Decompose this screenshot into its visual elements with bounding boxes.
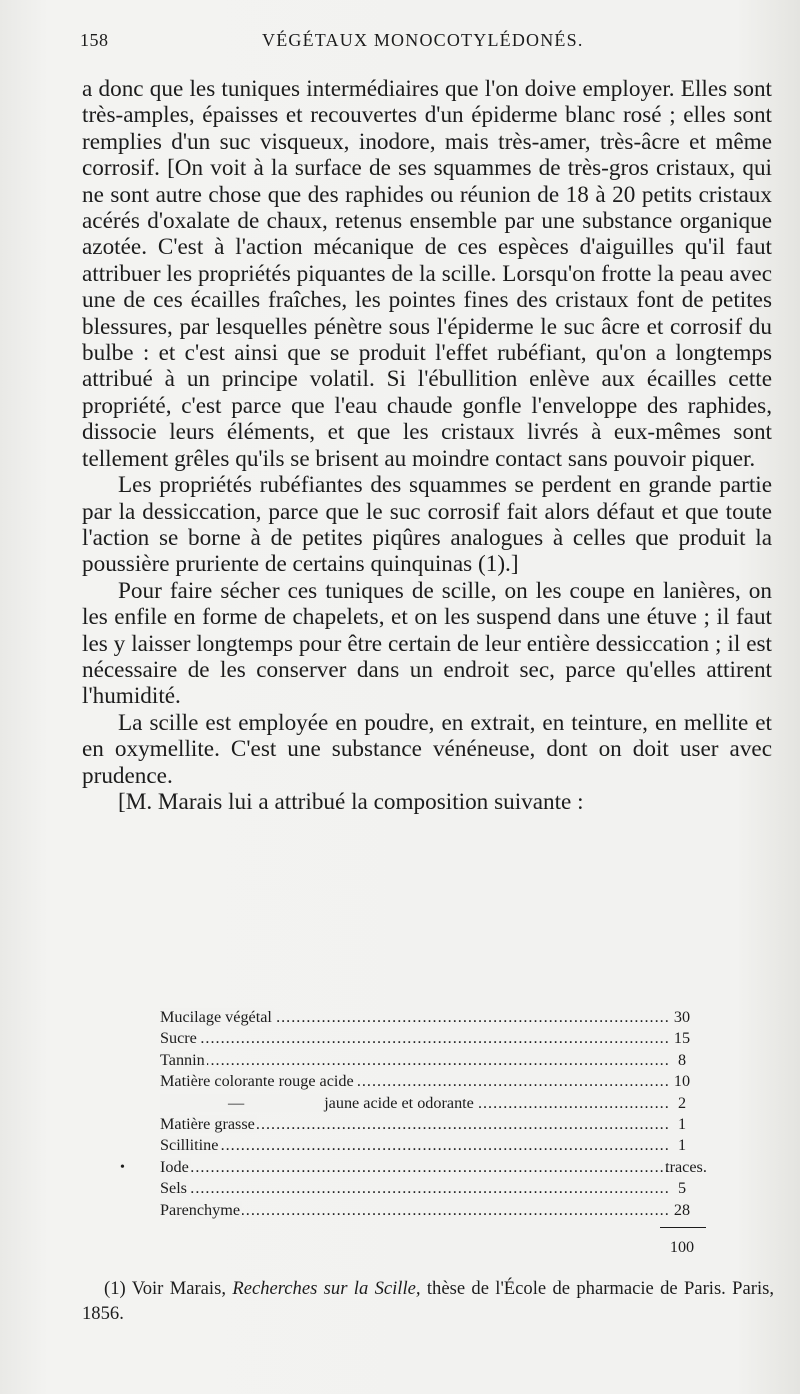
body-text bbox=[82, 76, 772, 815]
composition-row bbox=[160, 1178, 712, 1199]
composition-total-row bbox=[160, 1237, 712, 1258]
bullet-mark: • bbox=[120, 1159, 125, 1175]
total-rule-line bbox=[660, 1227, 706, 1228]
paragraph-5: [M. Marais lui a attribué la composition suivante : bbox=[118, 788, 584, 815]
composition-label: Scillitine bbox=[160, 1136, 219, 1155]
composition-label: jaune acide et odorante bbox=[246, 1094, 476, 1112]
composition-row bbox=[160, 1050, 712, 1071]
composition-value: 1 bbox=[677, 1114, 687, 1133]
composition-row bbox=[120, 1157, 712, 1178]
composition-row bbox=[160, 1007, 712, 1028]
composition-label: Sucre bbox=[160, 1029, 197, 1048]
ditto-dash: — bbox=[160, 1094, 246, 1112]
paragraph-4: La scille est employée en poudre, en extrait, en teinture, en mellite et en oxymellite. C'est une substance vénéneuse, dont on doit user avec prudence. bbox=[82, 709, 772, 789]
page-number: 158 bbox=[80, 30, 109, 50]
paragraph-1: a donc que les tuniques intermédiaires que l'on doive employer. Elles sont très-amples, épaisses et recouvertes d'un épiderme blanc rosé ; elles sont remplies d'un suc visqueux, inodore, mais très-amer, très-âcre et même corrosif. [On voit à la surface de ses squammes de très-gros cristaux, qui ne sont autre chose que des raphides ou réunion de 18 à 20 petits cristaux acérés d'oxalate de chaux, retenus ensemble par une substance organique azotée. C'est à l'action mécanique de ces espèces d'aiguilles qu'il faut attribuer les propriétés piquantes de la scille. Lorsqu'on frotte la peau avec une de ces écailles fraîches, les pointes fines des cristaux font de petites blessures, par lesquelles pénètre sous l'épiderme le suc âcre et corrosif du bulbe : et c'est ainsi que se produit l'effet rubéfiant, qu'on a longtemps attribué à un principe volatil. Si l'ébullition enlève aux écailles cette propriété, c'est parce que l'eau chaude gonfle l'enveloppe des raphides, dissocie leurs éléments, et que les cristaux livrés à eux-mêmes sont tellement grêles qu'ils se brisent au moindre contact sans pouvoir piquer. bbox=[82, 76, 772, 472]
composition-label: Tannin bbox=[160, 1050, 205, 1069]
composition-row bbox=[160, 1093, 712, 1114]
running-title: VÉGÉTAUX MONOCOTYLÉDONÉS. bbox=[262, 30, 584, 50]
composition-value: 8 bbox=[677, 1050, 687, 1069]
composition-total: 100 bbox=[669, 1237, 695, 1256]
composition-table bbox=[120, 1007, 712, 1258]
composition-label: Iode bbox=[160, 1157, 189, 1176]
composition-value: traces. bbox=[665, 1157, 707, 1176]
composition-label: Sels bbox=[160, 1179, 187, 1198]
composition-value: 28 bbox=[673, 1200, 691, 1219]
composition-label: Matière grasse bbox=[160, 1114, 255, 1133]
paragraph-2: Les propriétés rubéfiantes des squammes se perdent en grande partie par la dessiccation, parce que le suc corrosif fait alors défaut et que toute l'action se borne à de petites piqûres analogues à celles que produit la poussière pruriente de certains quinquinas (1).] bbox=[82, 472, 772, 578]
composition-value: 15 bbox=[673, 1029, 691, 1048]
composition-value: 30 bbox=[673, 1008, 691, 1026]
page-header bbox=[80, 30, 780, 58]
composition-row bbox=[160, 1135, 712, 1156]
footnote-text-before: Voir Marais, bbox=[131, 1278, 226, 1299]
footnote-text-after: thèse de l'École de pharmacie de Paris. Paris, 1856. bbox=[82, 1278, 775, 1324]
footnote-title: Recherches sur la Scille, bbox=[232, 1278, 421, 1299]
composition-row bbox=[160, 1200, 712, 1221]
composition-value: 5 bbox=[677, 1179, 687, 1198]
paragraph-3: Pour faire sécher ces tuniques de scille, on les coupe en lanières, on les enfile en forme de chapelets, et on les suspend dans une étuve ; il faut les y laisser longtemps pour être certain de leur entière dessiccation ; il est nécessaire de les conserver dans un endroit sec, parce qu'elles attirent l'humidité. bbox=[82, 577, 772, 710]
composition-label: Parenchyme bbox=[160, 1200, 241, 1219]
composition-value: 1 bbox=[677, 1136, 687, 1155]
footnote-marker: (1) bbox=[104, 1278, 126, 1299]
composition-value: 2 bbox=[677, 1093, 687, 1112]
footnote bbox=[82, 1276, 774, 1326]
composition-label: Mucilage végétal bbox=[160, 1008, 272, 1026]
composition-value: 10 bbox=[673, 1072, 691, 1091]
composition-row bbox=[160, 1114, 712, 1135]
composition-row bbox=[160, 1028, 712, 1049]
composition-row bbox=[160, 1071, 712, 1092]
composition-label: Matière colorante rouge acide bbox=[160, 1072, 354, 1091]
total-rule bbox=[160, 1221, 712, 1237]
